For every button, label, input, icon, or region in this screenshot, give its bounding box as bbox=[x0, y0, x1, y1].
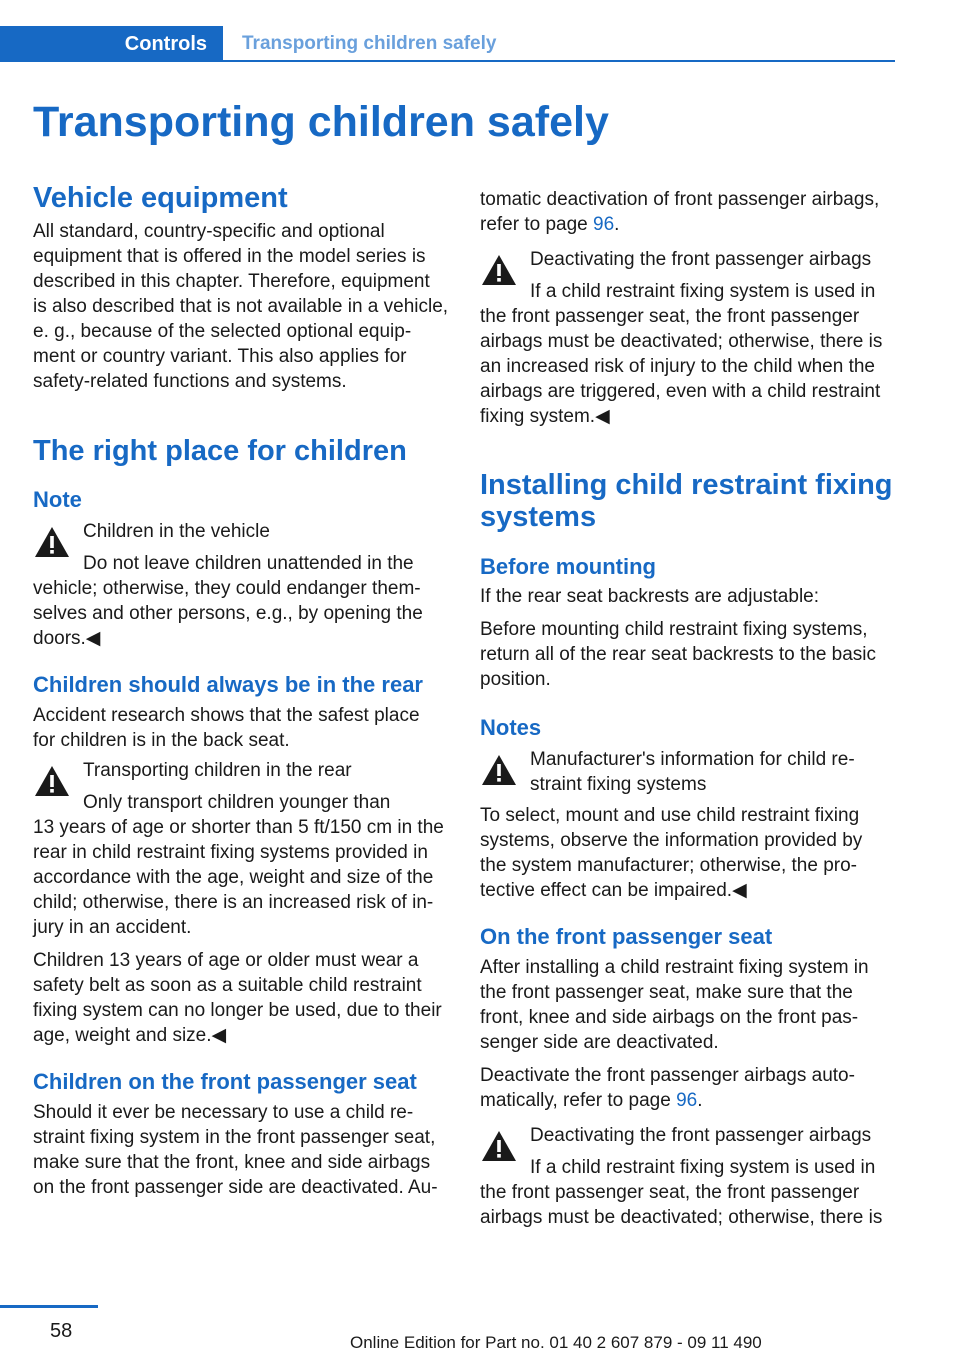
warning-title: Transporting children in the rear bbox=[83, 760, 352, 781]
text-line: ment or country variant. This also applies for bbox=[33, 346, 407, 367]
page-link-96[interactable]: 96 bbox=[676, 1090, 698, 1111]
warning-triangle-icon bbox=[480, 1129, 518, 1163]
text-line: fixing system.◀ bbox=[480, 406, 610, 427]
text-line: selves and other persons, e.g., by opening the bbox=[33, 603, 423, 624]
text-line: doors.◀ bbox=[33, 628, 101, 649]
heading-rear: Children should always be in the rear bbox=[33, 672, 423, 697]
warning-title: straint fixing systems bbox=[530, 774, 707, 795]
warning-deactivating-airbags bbox=[480, 247, 896, 429]
text-line: make sure that the front, knee and side airbags bbox=[33, 1152, 431, 1173]
text-line: Accident research shows that the safest place bbox=[33, 705, 420, 726]
warning-title: Children in the vehicle bbox=[83, 521, 270, 542]
warning-manufacturer-info bbox=[480, 747, 896, 903]
warning-text: If a child restraint fixing system is used in bbox=[530, 281, 876, 302]
text-line: position. bbox=[480, 669, 551, 690]
text-line: senger side are deactivated. bbox=[480, 1032, 719, 1053]
right-column bbox=[480, 182, 896, 1230]
text-line: tective effect can be impaired.◀ bbox=[480, 880, 747, 901]
text-fragment: matically, refer to page bbox=[480, 1090, 677, 1111]
text-fragment: . bbox=[614, 214, 620, 235]
text-line: equipment that is offered in the model series is bbox=[33, 246, 426, 267]
text-line: accordance with the age, weight and size of the bbox=[33, 867, 434, 888]
text-line: straint fixing system in the front passenger seat, bbox=[33, 1127, 436, 1148]
text-line: safety belt as soon as a suitable child restraint bbox=[33, 975, 422, 996]
text-line: e. g., because of the selected optional equip- bbox=[33, 321, 412, 342]
text-line: is also described that is not available in a vehicle, bbox=[33, 296, 449, 317]
text-line: airbags must be deactivated; otherwise, there is bbox=[480, 1207, 883, 1228]
warning-triangle-icon bbox=[33, 764, 71, 798]
text-line: return all of the rear seat backrests to the basic bbox=[480, 644, 877, 665]
warning-text: Only transport children younger than bbox=[83, 792, 391, 813]
section-label: Controls bbox=[124, 32, 207, 55]
warning-triangle-icon bbox=[480, 253, 518, 287]
text-line: systems, observe the information provided by bbox=[480, 830, 863, 851]
text-line: 13 years of age or shorter than 5 ft/150 cm in the bbox=[33, 817, 444, 838]
text-line: described in this chapter. Therefore, equipment bbox=[33, 271, 430, 292]
text-line: rear in child restraint fixing systems provided in bbox=[33, 842, 428, 863]
page-title: Transporting children safely bbox=[33, 98, 609, 146]
warning-title: Manufacturer's information for child re- bbox=[530, 749, 855, 770]
warning-triangle-icon bbox=[33, 525, 71, 559]
page-link-96[interactable]: 96 bbox=[593, 214, 615, 235]
warning-title: Deactivating the front passenger airbags bbox=[530, 1125, 872, 1146]
page-header bbox=[0, 26, 895, 62]
heading-right-place: The right place for children bbox=[33, 435, 407, 467]
text-line: for children is in the back seat. bbox=[33, 730, 290, 751]
warning-children-in-vehicle bbox=[33, 519, 449, 651]
text-line: Children 13 years of age or older must wear a bbox=[33, 950, 419, 971]
breadcrumb[interactable]: Transporting children safely bbox=[242, 33, 497, 54]
warning-text: Do not leave children unattended in the bbox=[83, 553, 414, 574]
warning-transporting-rear bbox=[33, 758, 449, 940]
text-fragment: refer to page bbox=[480, 214, 594, 235]
text-line: tomatic deactivation of front passenger airbags, bbox=[480, 189, 880, 210]
heading-note: Note bbox=[33, 487, 82, 512]
text-line: airbags are triggered, even with a child restraint bbox=[480, 381, 881, 402]
page-number: 58 bbox=[50, 1320, 73, 1342]
text-line: on the front passenger side are deactivated. Au- bbox=[33, 1177, 438, 1198]
heading-vehicle-equipment: Vehicle equipment bbox=[33, 182, 288, 214]
text-line: the front passenger seat, make sure that the bbox=[480, 982, 853, 1003]
text-line: To select, mount and use child restraint fixing bbox=[480, 805, 860, 826]
text-line: an increased risk of injury to the child when the bbox=[480, 356, 875, 377]
warning-title: Deactivating the front passenger airbags bbox=[530, 249, 872, 270]
text-fragment: . bbox=[697, 1090, 703, 1111]
text-line: child; otherwise, there is an increased risk of in- bbox=[33, 892, 434, 913]
text-line: Should it ever be necessary to use a child re- bbox=[33, 1102, 414, 1123]
left-column bbox=[33, 182, 449, 1200]
section-tab[interactable] bbox=[0, 26, 223, 62]
edition-footer: Online Edition for Part no. 01 40 2 607 879 - 09 11 490 bbox=[350, 1333, 762, 1352]
header-divider bbox=[223, 60, 895, 62]
text-line: fixing system can no longer be used, due to their bbox=[33, 1000, 442, 1021]
warning-deactivating-airbags-2 bbox=[480, 1123, 896, 1230]
text-line: airbags must be deactivated; otherwise, there is bbox=[480, 331, 883, 352]
text-line: front, knee and side airbags on the front pas- bbox=[480, 1007, 859, 1028]
heading-before-mounting: Before mounting bbox=[480, 554, 656, 579]
text-line: All standard, country-specific and optional bbox=[33, 221, 385, 242]
warning-triangle-icon bbox=[480, 753, 518, 787]
heading-notes: Notes bbox=[480, 715, 542, 740]
text-line: jury in an accident. bbox=[33, 917, 192, 938]
heading-front-seat: Children on the front passenger seat bbox=[33, 1069, 417, 1094]
text-line-with-link bbox=[480, 212, 896, 237]
text-line: age, weight and size.◀ bbox=[33, 1025, 227, 1046]
text-line: If the rear seat backrests are adjustable: bbox=[480, 586, 820, 607]
vehicle-equipment-text bbox=[33, 219, 449, 394]
heading-line: Installing child restraint fixing bbox=[480, 469, 893, 501]
text-line: the front passenger seat, the front passenger bbox=[480, 1182, 860, 1203]
heading-front-passenger-seat: On the front passenger seat bbox=[480, 924, 773, 949]
text-line-with-link bbox=[480, 1088, 896, 1113]
footer-divider bbox=[0, 1305, 98, 1308]
text-line: After installing a child restraint fixing system in bbox=[480, 957, 869, 978]
text-line: safety-related functions and systems. bbox=[33, 371, 347, 392]
heading-line: systems bbox=[480, 501, 597, 533]
text-line: Deactivate the front passenger airbags auto- bbox=[480, 1065, 855, 1086]
text-line: the front passenger seat, the front passenger bbox=[480, 306, 860, 327]
text-line: vehicle; otherwise, they could endanger them- bbox=[33, 578, 421, 599]
text-line: Before mounting child restraint fixing systems, bbox=[480, 619, 868, 640]
warning-text: If a child restraint fixing system is used in bbox=[530, 1157, 876, 1178]
text-line: the system manufacturer; otherwise, the pro- bbox=[480, 855, 857, 876]
heading-installing bbox=[480, 469, 896, 533]
